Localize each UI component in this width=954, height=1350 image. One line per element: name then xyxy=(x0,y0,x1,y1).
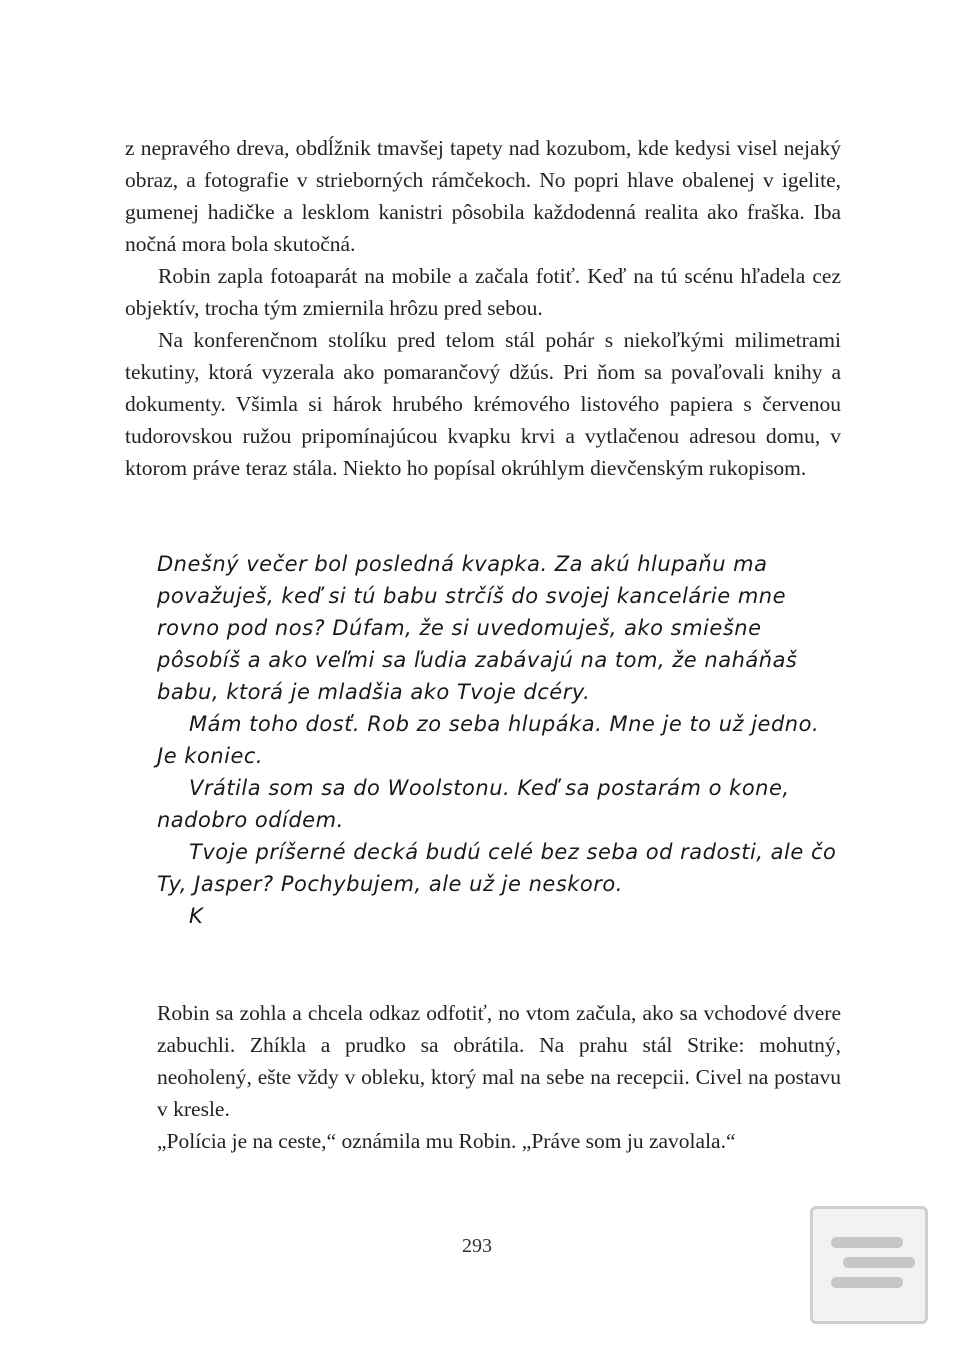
letter-paragraph: Mám toho dosť. Rob zo seba hlupáka. Mne je to už jedno. Je koniec. xyxy=(157,712,820,768)
body-text-continued xyxy=(157,997,841,1157)
page-number: 293 xyxy=(462,1235,492,1257)
handwritten-letter xyxy=(157,548,837,932)
logo-bar xyxy=(831,1237,903,1248)
letter-paragraph: Vrátila som sa do Woolstonu. Keď sa postarám o kone, nadobro odídem. xyxy=(157,776,790,832)
letter-paragraph: Dnešný večer bol posledná kvapka. Za akú hlupaňu ma považuješ, keď si tú babu strčíš do svojej kancelárie mne rovno pod nos? Dúfam, že si uvedomuješ, ako smiešne pôsobíš a ako veľmi sa ľudia zabávajú na tom, že naháňaš babu, ktorá je mladšia ako Tvoje dcéry. xyxy=(157,552,798,704)
letter-paragraph: Tvoje príšerné decká budú celé bez seba od radosti, ale čo Ty, Jasper? Pochybujem, ale už je neskoro. xyxy=(157,840,837,896)
body-paragraph: z nepravého dreva, obdĺžnik tmavšej tapety nad kozubom, kde kedysi visel nejaký obraz, a fotografie v strieborných rámčekoch. No popri hlave obalenej v igelite, gumenej hadičke a lesklom kanistri pôsobila každodenná realita ako fraška. Iba nočná mora bola skutočná. xyxy=(125,136,841,256)
letter-signature: K xyxy=(189,904,204,928)
body-text xyxy=(125,132,841,484)
body-paragraph: „Polícia je na ceste,“ oznámila mu Robin. „Práve som ju zavolala.“ xyxy=(157,1129,736,1153)
body-paragraph: Robin zapla fotoaparát na mobile a začala fotiť. Keď na tú scénu hľadela cez objektív, trocha tým zmiernila hrôzu pred sebou. xyxy=(125,264,841,320)
book-stack-logo-icon xyxy=(810,1206,928,1324)
logo-bar xyxy=(831,1277,903,1288)
body-paragraph: Robin sa zohla a chcela odkaz odfotiť, no vtom začula, ako sa vchodové dvere zabuchli. Zhíkla a prudko sa obrátila. Na prahu stál Strike: mohutný, neoholený, ešte vždy v obleku, ktorý mal na sebe na recepcii. Civel na postavu v kresle. xyxy=(157,1001,841,1121)
body-paragraph: Na konferenčnom stolíku pred telom stál pohár s niekoľkými milimetrami tekutiny, ktorá vyzerala ako pomarančový džús. Pri ňom sa povaľovali knihy a dokumenty. Všimla si hárok hrubého krémového listového papiera s červenou tudorovskou ružou pripomínajúcou kvapku krvi a vytlačenou adresou domu, v ktorom práve teraz stála. Niekto ho popísal okrúhlym dievčenským rukopisom. xyxy=(125,328,841,480)
logo-bar xyxy=(843,1257,915,1268)
